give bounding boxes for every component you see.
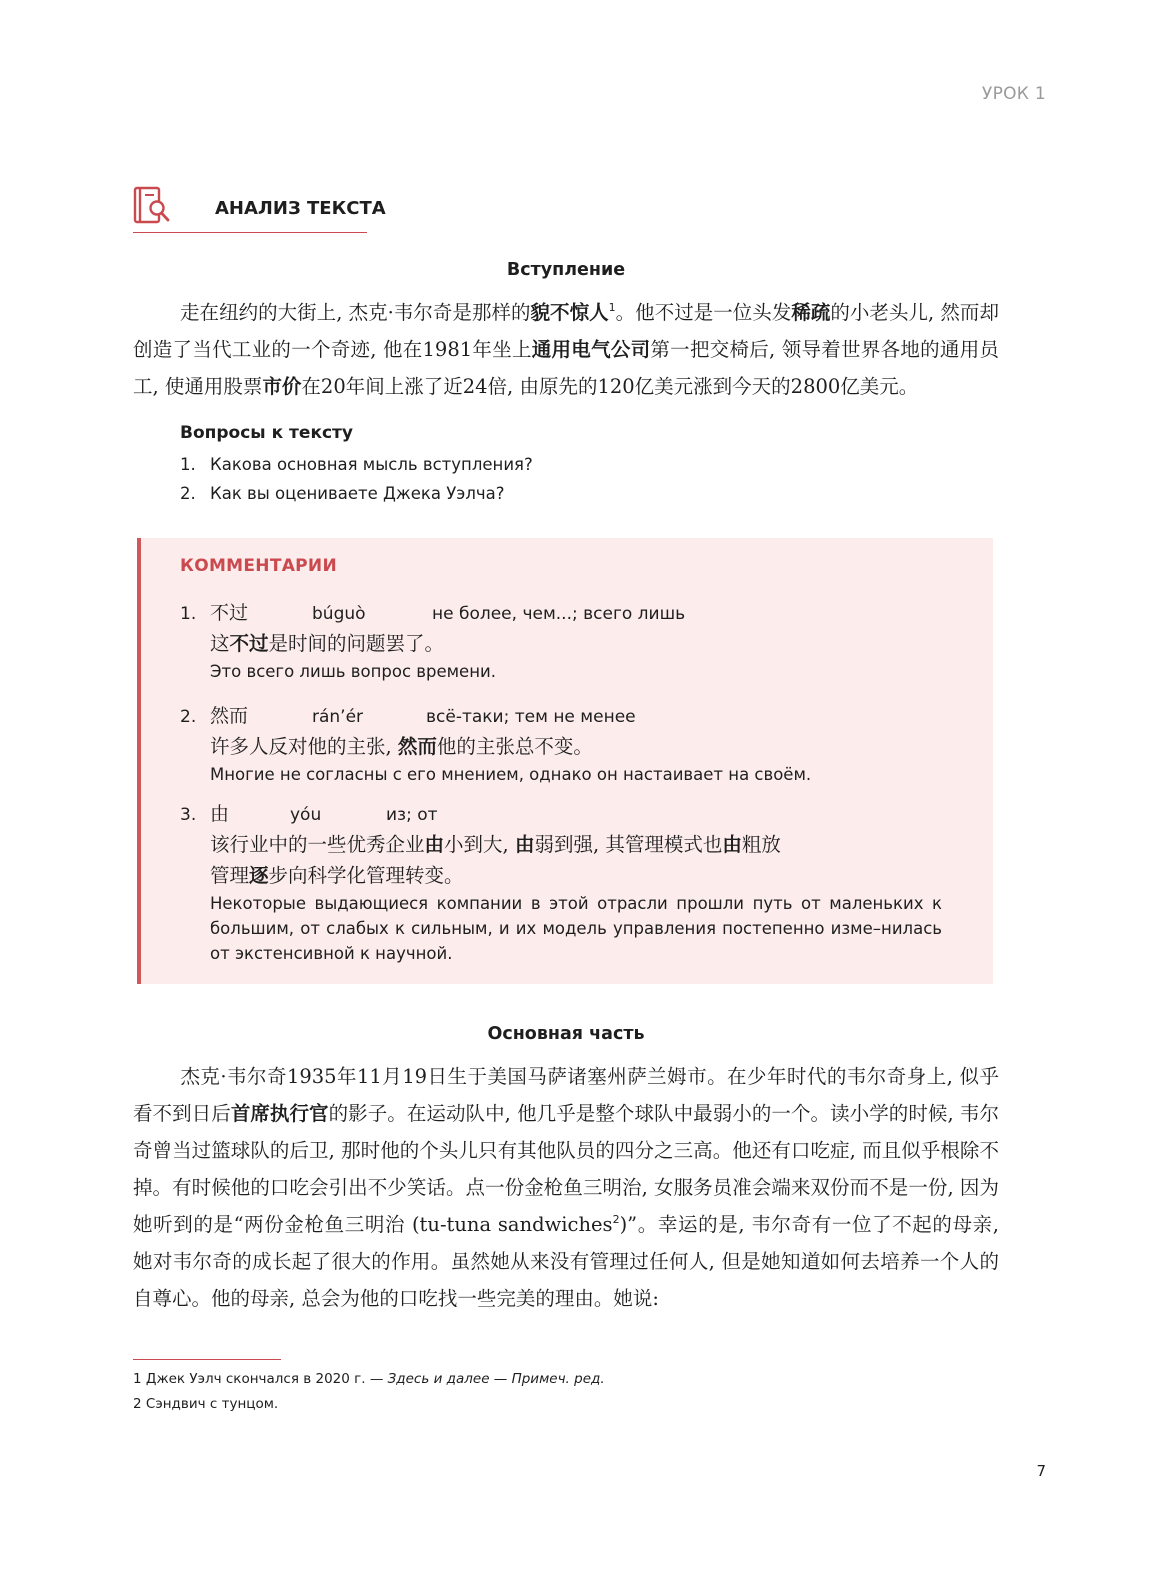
running-header: УРОК 1 [981, 84, 1046, 104]
text-run: 是时间的问题罢了。 [268, 632, 445, 655]
main-part-paragraph-text [133, 1065, 999, 1310]
text-run: 管理 [210, 864, 250, 887]
bold-term: 不过 [229, 632, 269, 655]
entry-pinyin: búguò [312, 604, 366, 624]
entry-number: 3. [180, 805, 197, 825]
text-run: 粗放 [741, 833, 781, 856]
entry-example-cn [180, 628, 960, 659]
entry-example-ru: Многие не согласны с его мнением, однако он настаивает на своём. [210, 765, 812, 784]
bold-term: 由 [514, 833, 535, 856]
bold-term: 逐 [249, 864, 269, 887]
footnote-ref: 2 [612, 1213, 620, 1226]
footnote-mark: 2 [133, 1396, 142, 1412]
footnote-mark: 1 [133, 1371, 142, 1387]
comment-entry [180, 598, 960, 684]
bold-term: 通用电气公司 [531, 338, 651, 361]
footnote-divider [133, 1359, 281, 1360]
bold-term: 由 [722, 833, 742, 856]
entry-pinyin: yóu [290, 805, 322, 825]
footnote-text: Сэндвич с тунцом. [145, 1396, 279, 1412]
text-run: 杰克·韦尔奇1935年11月19日生于美国马萨诸塞州萨兰姆市。在少年时代的韦尔奇身上, 似乎看不到日后 [133, 1065, 999, 1125]
questions-list [180, 455, 533, 513]
entry-number: 1. [180, 604, 197, 624]
text-run: )”。幸运的是, 韦尔奇有一位了不起的母亲, 她对韦尔奇的成长起了很大的作用。虽然她从来没有管理过任何人, 但是她知道如何去培养一个人的自尊心。他的母亲, 总会为他的口吃找一些完美的理由。她说: [133, 1213, 999, 1310]
bold-term: 首席执行官 [230, 1102, 329, 1125]
intro-heading: Вступление [506, 260, 626, 280]
intro-paragraph-text [133, 301, 999, 398]
bold-term: 貌不惊人 [530, 301, 609, 324]
entry-meaning: из; от [386, 805, 438, 825]
question-number: 1. [180, 455, 196, 474]
entry-word: 不过 [210, 602, 249, 624]
section-title: АНАЛИЗ ТЕКСТА [215, 198, 386, 219]
comment-entry [180, 799, 960, 966]
entry-word: 由 [210, 803, 230, 825]
list-item [180, 455, 533, 484]
list-item [180, 484, 533, 513]
footnote-italic: Здесь и далее — Примеч. ред. [387, 1371, 605, 1387]
footnote [133, 1371, 605, 1387]
bold-term: 稀疏 [791, 301, 831, 324]
question-text: Какова основная мысль вступления? [210, 455, 533, 474]
entry-example-ru: Некоторые выдающиеся компании в этой отрасли прошли путь от маленьких к большим, от слабых к сильным, и их модель управления постепенно изме–нилась от экстенсивной к научной. [210, 894, 942, 963]
bold-term: 市价 [262, 375, 302, 398]
intro-paragraph [133, 294, 999, 405]
text-run: 步向科学化管理转变。 [268, 864, 464, 887]
text-run: 第一把交椅后, 领导着世界各地的通用员工, 使通用股票 [133, 338, 999, 398]
entry-example-cn [180, 829, 960, 891]
text-run: 的小老头儿, 然而却创造了当代工业的一个奇迹, 他在1981年坐上 [133, 301, 999, 361]
text-run: 小到大, [444, 833, 515, 856]
bold-term: 然而 [397, 735, 437, 758]
comments-title: КОММЕНТАРИИ [180, 556, 337, 576]
question-number: 2. [180, 484, 196, 503]
page-number: 7 [1036, 1462, 1046, 1480]
entry-example-cn [180, 731, 960, 762]
footnote [133, 1396, 278, 1412]
book-search-icon [133, 186, 171, 226]
entry-number: 2. [180, 707, 197, 727]
text-run: 走在纽约的大街上, 杰克·韦尔奇是那样的 [180, 301, 531, 324]
text-run: 的影子。在运动队中, 他几乎是整个球队中最弱小的一个。读小学的时候, 韦尔奇曾当过篮球队的后卫, 那时他的个头儿只有其他队员的四分之三高。他还有口吃症, 而且似乎根除不掉。有时候他的口吃会引出不少笑话。点一份金枪鱼三明治, 女服务员准会端来双份而不是一份, 因为她听到的是“两份金枪鱼三明治 (tu-tuna sandwiches [133, 1102, 999, 1236]
comment-entry [180, 701, 960, 787]
text-run: 在20年间上涨了近24倍, 由原先的120亿美元涨到今天的2800亿美元。 [301, 375, 919, 398]
text-run: 他的主张总不变。 [436, 735, 593, 758]
text-run: 该行业中的一些优秀企业 [210, 833, 425, 856]
entry-pinyin: rán’ér [312, 707, 364, 727]
question-text: Как вы оцениваете Джека Уэлча? [210, 484, 505, 503]
entry-meaning: не более, чем...; всего лишь [432, 604, 686, 624]
bold-term: 由 [424, 833, 445, 856]
questions-title: Вопросы к тексту [180, 423, 353, 443]
footnote-ref: 1 [608, 301, 616, 314]
main-part-heading: Основная часть [487, 1024, 645, 1044]
entry-example-ru: Это всего лишь вопрос времени. [210, 662, 496, 681]
text-run: 弱到强, 其管理模式也 [534, 833, 723, 856]
entry-meaning: всё-таки; тем не менее [426, 707, 636, 727]
section-divider [133, 232, 367, 233]
text-run: 许多人反对他的主张, [210, 735, 398, 758]
text-run: 这 [210, 632, 230, 655]
text-run: 。他不过是一位头发 [615, 301, 792, 324]
main-part-paragraph [133, 1058, 999, 1317]
footnote-text: Джек Уэлч скончался в 2020 г. — [145, 1371, 388, 1387]
entry-word: 然而 [210, 705, 249, 727]
